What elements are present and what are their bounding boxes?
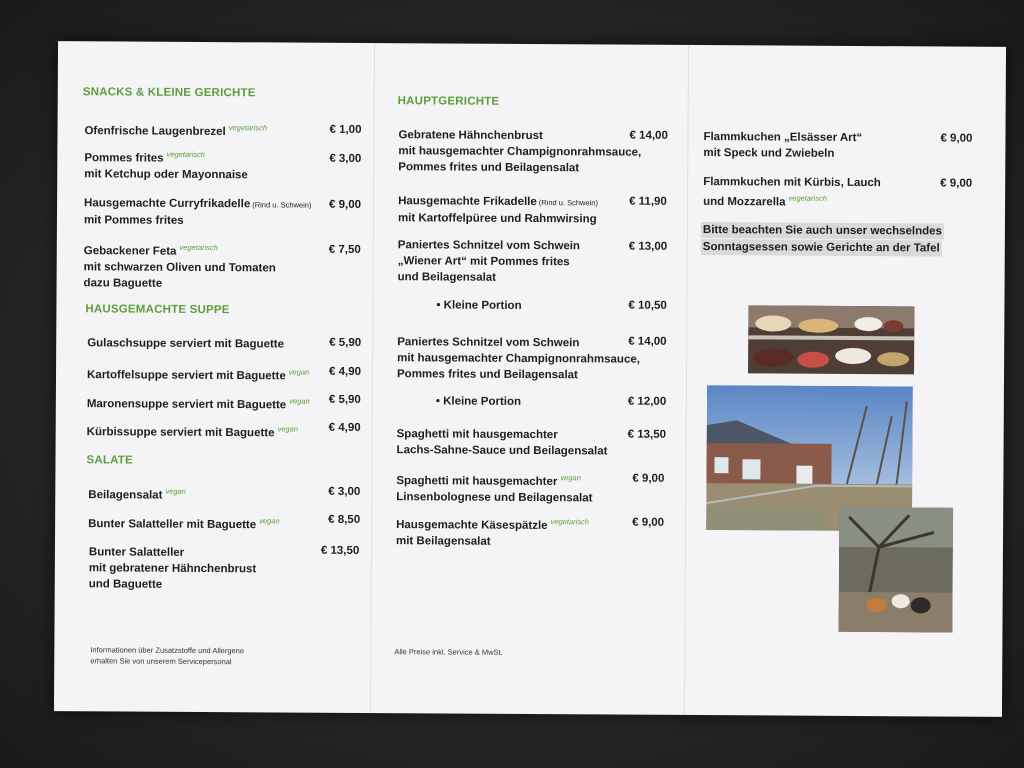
diet-tag: vegan <box>277 424 299 434</box>
diet-tag: vegan <box>259 516 280 526</box>
item-price: € 14,00 <box>628 335 667 348</box>
menu-item: Hausgemachte Curryfrikadelle (Rind u. Schwein) mit Pommes frites <box>83 197 312 227</box>
diet-tag: vegetarisch <box>228 123 268 133</box>
menu-item: Bunter Salatteller mit gebratener Hähnchenbrust und Baguette <box>88 546 257 591</box>
menu-item: Hausgemachte Käsespätzle $^{vegetarisch}$ mit Beilagensalat <box>395 517 589 548</box>
menu-item: Flammkuchen „Elsässer Art“ mit Speck und Zwiebeln <box>703 131 863 160</box>
cake-display-image <box>748 305 914 374</box>
item-price: € 7,50 <box>328 243 361 256</box>
diet-tag: vegan <box>289 396 310 406</box>
fold-line-left <box>370 43 375 713</box>
menu-paper <box>54 41 1006 717</box>
item-price: € 10,50 <box>628 299 667 312</box>
menu-item: Kartoffelsuppe serviert mit Baguette $^{vegan}$ <box>86 367 310 383</box>
menu-item: Flammkuchen mit Kürbis, Lauch und Mozzarella $^{vegetarisch}$ <box>703 176 881 209</box>
item-price: € 4,90 <box>329 365 362 378</box>
menu-item: Kürbissuppe serviert mit Baguette $^{vegan}$ <box>86 424 299 440</box>
menu-item: Bunter Salatteller mit Baguette $^{vegan}$ <box>88 516 280 532</box>
menu-item: Ofenfrische Laugenbrezel $^{vegetarisch}$ <box>84 123 268 138</box>
item-price: € 1,00 <box>329 123 362 136</box>
menu-item: Paniertes Schnitzel vom Schwein mit hausgemachter Champignonrahmsauce, Pommes frites und Beilagensalat <box>396 336 641 382</box>
menu-item: • Kleine Portion <box>436 299 522 312</box>
diet-tag: vegan <box>560 473 581 483</box>
section-title-salate: SALATE <box>86 454 133 467</box>
menu-item: Gebackener Feta $^{vegetarisch}$ mit schwarzen Oliven und Tomaten dazu Baguette <box>83 242 276 290</box>
diet-tag: vegan <box>288 367 310 377</box>
diet-tag: vegetarisch <box>550 517 589 527</box>
item-price: € 9,00 <box>940 132 973 145</box>
fold-line-right <box>684 45 689 715</box>
menu-item: Gulaschsuppe serviert mit Baguette <box>87 337 285 351</box>
menu-item: Gebratene Hähnchenbrust mit hausgemachter Champignonrahmsauce, Pommes frites und Beilagensalat <box>398 129 642 175</box>
menu-item: Spaghetti mit hausgemachter Lachs-Sahne-Sauce und Beilagensalat <box>396 428 608 458</box>
menu-item: Paniertes Schnitzel vom Schwein „Wiener Art“ mit Pommes frites und Beilagensalat <box>397 239 581 284</box>
menu-item: Spaghetti mit hausgemachter $^{vegan}$ Linsenbolognese und Beilagensalat <box>396 473 593 505</box>
chickens-photo <box>838 507 953 633</box>
section-title-suppe: HAUSGEMACHTE SUPPE <box>85 303 230 317</box>
item-price: € 5,90 <box>328 393 361 406</box>
hint-line: Bitte beachten Sie auch unser wechselndes <box>701 222 944 239</box>
menu-item: Pommes frites $^{vegetarisch}$ mit Ketchup oder Mayonnaise <box>84 149 248 182</box>
item-price: € 11,90 <box>629 195 667 208</box>
item-price: € 3,00 <box>328 485 361 498</box>
item-price: € 13,50 <box>320 544 360 557</box>
menu-item: • Kleine Portion <box>435 395 522 408</box>
price-note: Alle Preise inkl. Service & MwSt. <box>394 647 503 657</box>
diet-tag: vegetarisch <box>788 193 827 203</box>
chickens-image <box>838 507 953 633</box>
item-price: € 4,90 <box>328 421 361 434</box>
item-price: € 9,00 <box>632 516 665 529</box>
section-title-snacks: SNACKS & KLEINE GERICHTE <box>82 86 256 100</box>
item-price: € 5,90 <box>329 336 362 349</box>
diet-tag: vegan <box>165 486 186 496</box>
hint-line: Sonntagsessen sowie Gerichte an der Tafel <box>701 239 942 256</box>
diet-tag: vegetarisch <box>166 149 206 160</box>
item-price: € 8,50 <box>328 513 361 526</box>
item-price: € 9,00 <box>632 472 665 485</box>
item-price: € 9,00 <box>940 177 973 190</box>
item-price: € 3,00 <box>329 152 362 165</box>
diet-tag: vegetarisch <box>179 242 218 253</box>
item-price: € 14,00 <box>629 129 668 142</box>
allergen-note: Informationen über Zusatzstoffe und Allergene erhalten Sie von unserem Servicepersonal <box>90 645 245 667</box>
menu-item: Beilagensalat $^{vegan}$ <box>88 486 186 502</box>
section-title-haupt: HAUPTGERICHTE <box>397 95 500 108</box>
menu-item: Hausgemachte Frikadelle (Rind u. Schwein) mit Kartoffelpüree und Rahmwirsing <box>397 195 599 226</box>
cake-display-photo <box>748 305 914 374</box>
menu-item: Maronensuppe serviert mit Baguette $^{vegan}$ <box>86 396 310 412</box>
item-price: € 13,00 <box>628 240 668 253</box>
item-price: € 9,00 <box>329 198 362 211</box>
item-price: € 12,00 <box>627 395 667 408</box>
item-price: € 13,50 <box>627 428 667 441</box>
